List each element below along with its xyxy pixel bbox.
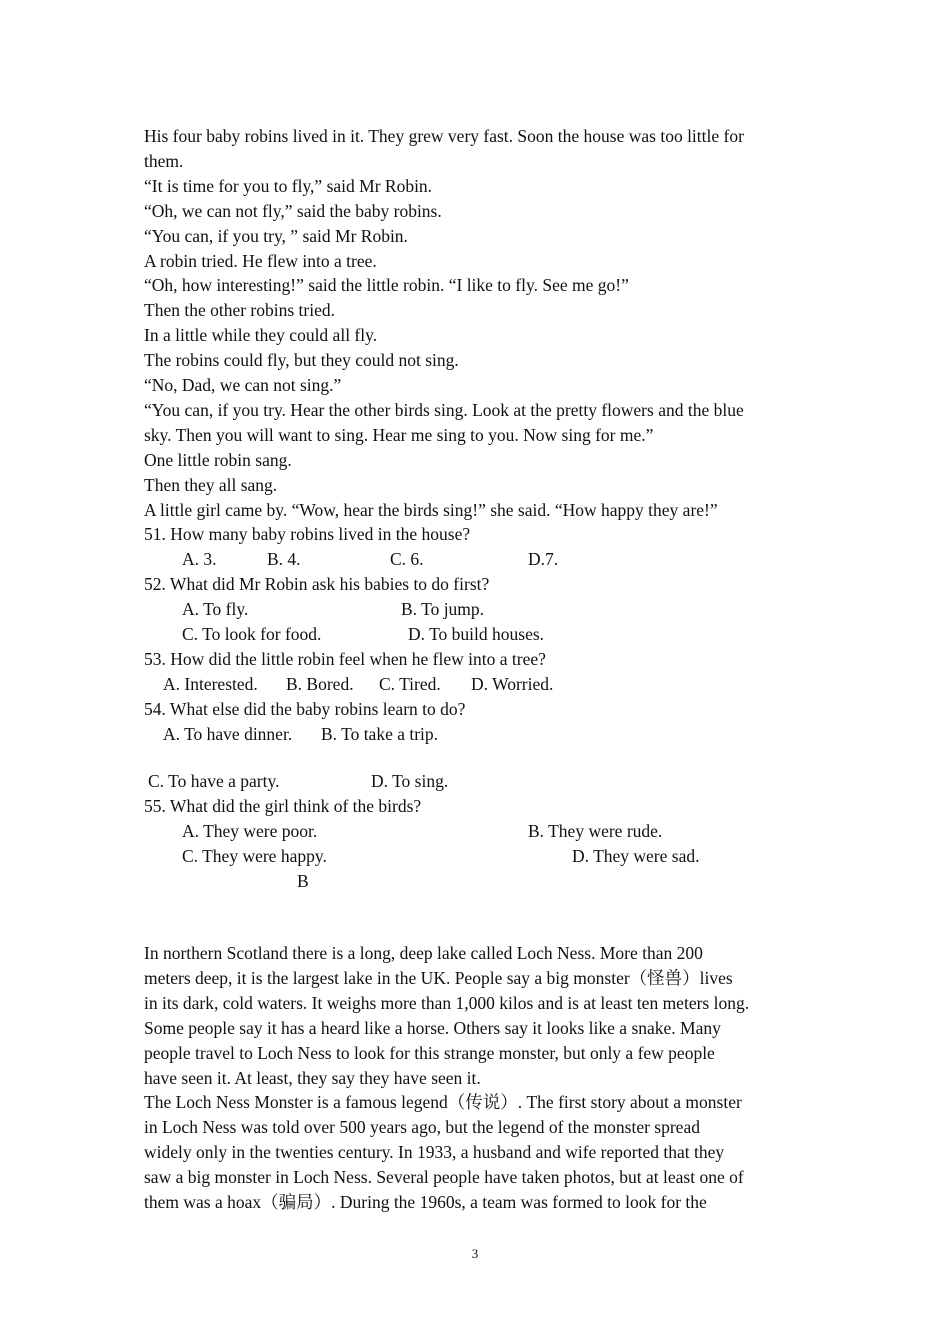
- story-line: “It is time for you to fly,” said Mr Robin.: [144, 176, 433, 196]
- passage-line: in Loch Ness was told over 500 years ago, but the legend of the monster spread: [144, 1117, 700, 1137]
- option-b: B. They were rude.: [528, 821, 663, 841]
- option-c: C. To look for food.: [182, 624, 322, 644]
- story-line: A little girl came by. “Wow, hear the birds sing!” she said. “How happy they are!”: [144, 500, 718, 520]
- option-c: C. 6.: [390, 549, 424, 569]
- passage-line: The Loch Ness Monster is a famous legend（传说）. The first story about a monster: [144, 1092, 742, 1112]
- story-line: Then they all sang.: [144, 475, 278, 495]
- story-line: His four baby robins lived in it. They grew very fast. Soon the house was too little for: [144, 126, 744, 146]
- option-a: A. They were poor.: [182, 821, 318, 841]
- option-a: A. 3.: [182, 549, 217, 569]
- story-line: sky. Then you will want to sing. Hear me sing to you. Now sing for me.”: [144, 425, 654, 445]
- option-b: B. Bored.: [286, 674, 354, 694]
- question-stem: 53. How did the little robin feel when he flew into a tree?: [144, 649, 546, 669]
- option-d: D. To build houses.: [408, 624, 545, 644]
- passage-line: meters deep, it is the largest lake in the UK. People say a big monster（怪兽）lives: [144, 968, 733, 988]
- option-c: C. Tired.: [379, 674, 441, 694]
- story-line: “You can, if you try. Hear the other birds sing. Look at the pretty flowers and the blue: [144, 400, 744, 420]
- story-line: “Oh, how interesting!” said the little robin. “I like to fly. See me go!”: [144, 275, 629, 295]
- question-stem: 52. What did Mr Robin ask his babies to do first?: [144, 574, 490, 594]
- question-stem: 55. What did the girl think of the birds?: [144, 796, 422, 816]
- passage-line: people travel to Loch Ness to look for this strange monster, but only a few people: [144, 1043, 715, 1063]
- passage-line: Some people say it has a heard like a horse. Others say it looks like a snake. Many: [144, 1018, 721, 1038]
- option-c: C. They were happy.: [182, 846, 327, 866]
- option-d: D. They were sad.: [572, 846, 700, 866]
- passage-line: them was a hoax（骗局）. During the 1960s, a team was formed to look for the: [144, 1192, 707, 1212]
- story-line: them.: [144, 151, 184, 171]
- question-stem: 54. What else did the baby robins learn to do?: [144, 699, 466, 719]
- passage-line: have seen it. At least, they say they have seen it.: [144, 1068, 481, 1088]
- option-b: B. To jump.: [401, 599, 485, 619]
- story-line: One little robin sang.: [144, 450, 292, 470]
- page-number: 3: [471, 1246, 479, 1261]
- story-line: “You can, if you try, ” said Mr Robin.: [144, 226, 408, 246]
- option-c: C. To have a party.: [148, 771, 280, 791]
- option-a: A. Interested.: [163, 674, 258, 694]
- option-a: A. To fly.: [182, 599, 249, 619]
- option-a: A. To have dinner.: [163, 724, 293, 744]
- story-line: “Oh, we can not fly,” said the baby robins.: [144, 201, 442, 221]
- passage-line: in its dark, cold waters. It weighs more than 1,000 kilos and is at least ten meters long.: [144, 993, 750, 1013]
- option-d: D. Worried.: [471, 674, 554, 694]
- option-d: D.7.: [528, 549, 559, 569]
- section-label: B: [297, 871, 309, 891]
- passage-line: saw a big monster in Loch Ness. Several people have taken photos, but at least one of: [144, 1167, 744, 1187]
- passage-line: In northern Scotland there is a long, deep lake called Loch Ness. More than 200: [144, 943, 703, 963]
- story-line: Then the other robins tried.: [144, 300, 335, 320]
- option-b: B. 4.: [267, 549, 301, 569]
- option-d: D. To sing.: [371, 771, 449, 791]
- question-stem: 51. How many baby robins lived in the house?: [144, 524, 471, 544]
- passage-line: widely only in the twenties century. In 1933, a husband and wife reported that they: [144, 1142, 725, 1162]
- option-b: B. To take a trip.: [321, 724, 439, 744]
- story-line: A robin tried. He flew into a tree.: [144, 251, 377, 271]
- story-line: In a little while they could all fly.: [144, 325, 378, 345]
- story-line: The robins could fly, but they could not sing.: [144, 350, 459, 370]
- story-line: “No, Dad, we can not sing.”: [144, 375, 342, 395]
